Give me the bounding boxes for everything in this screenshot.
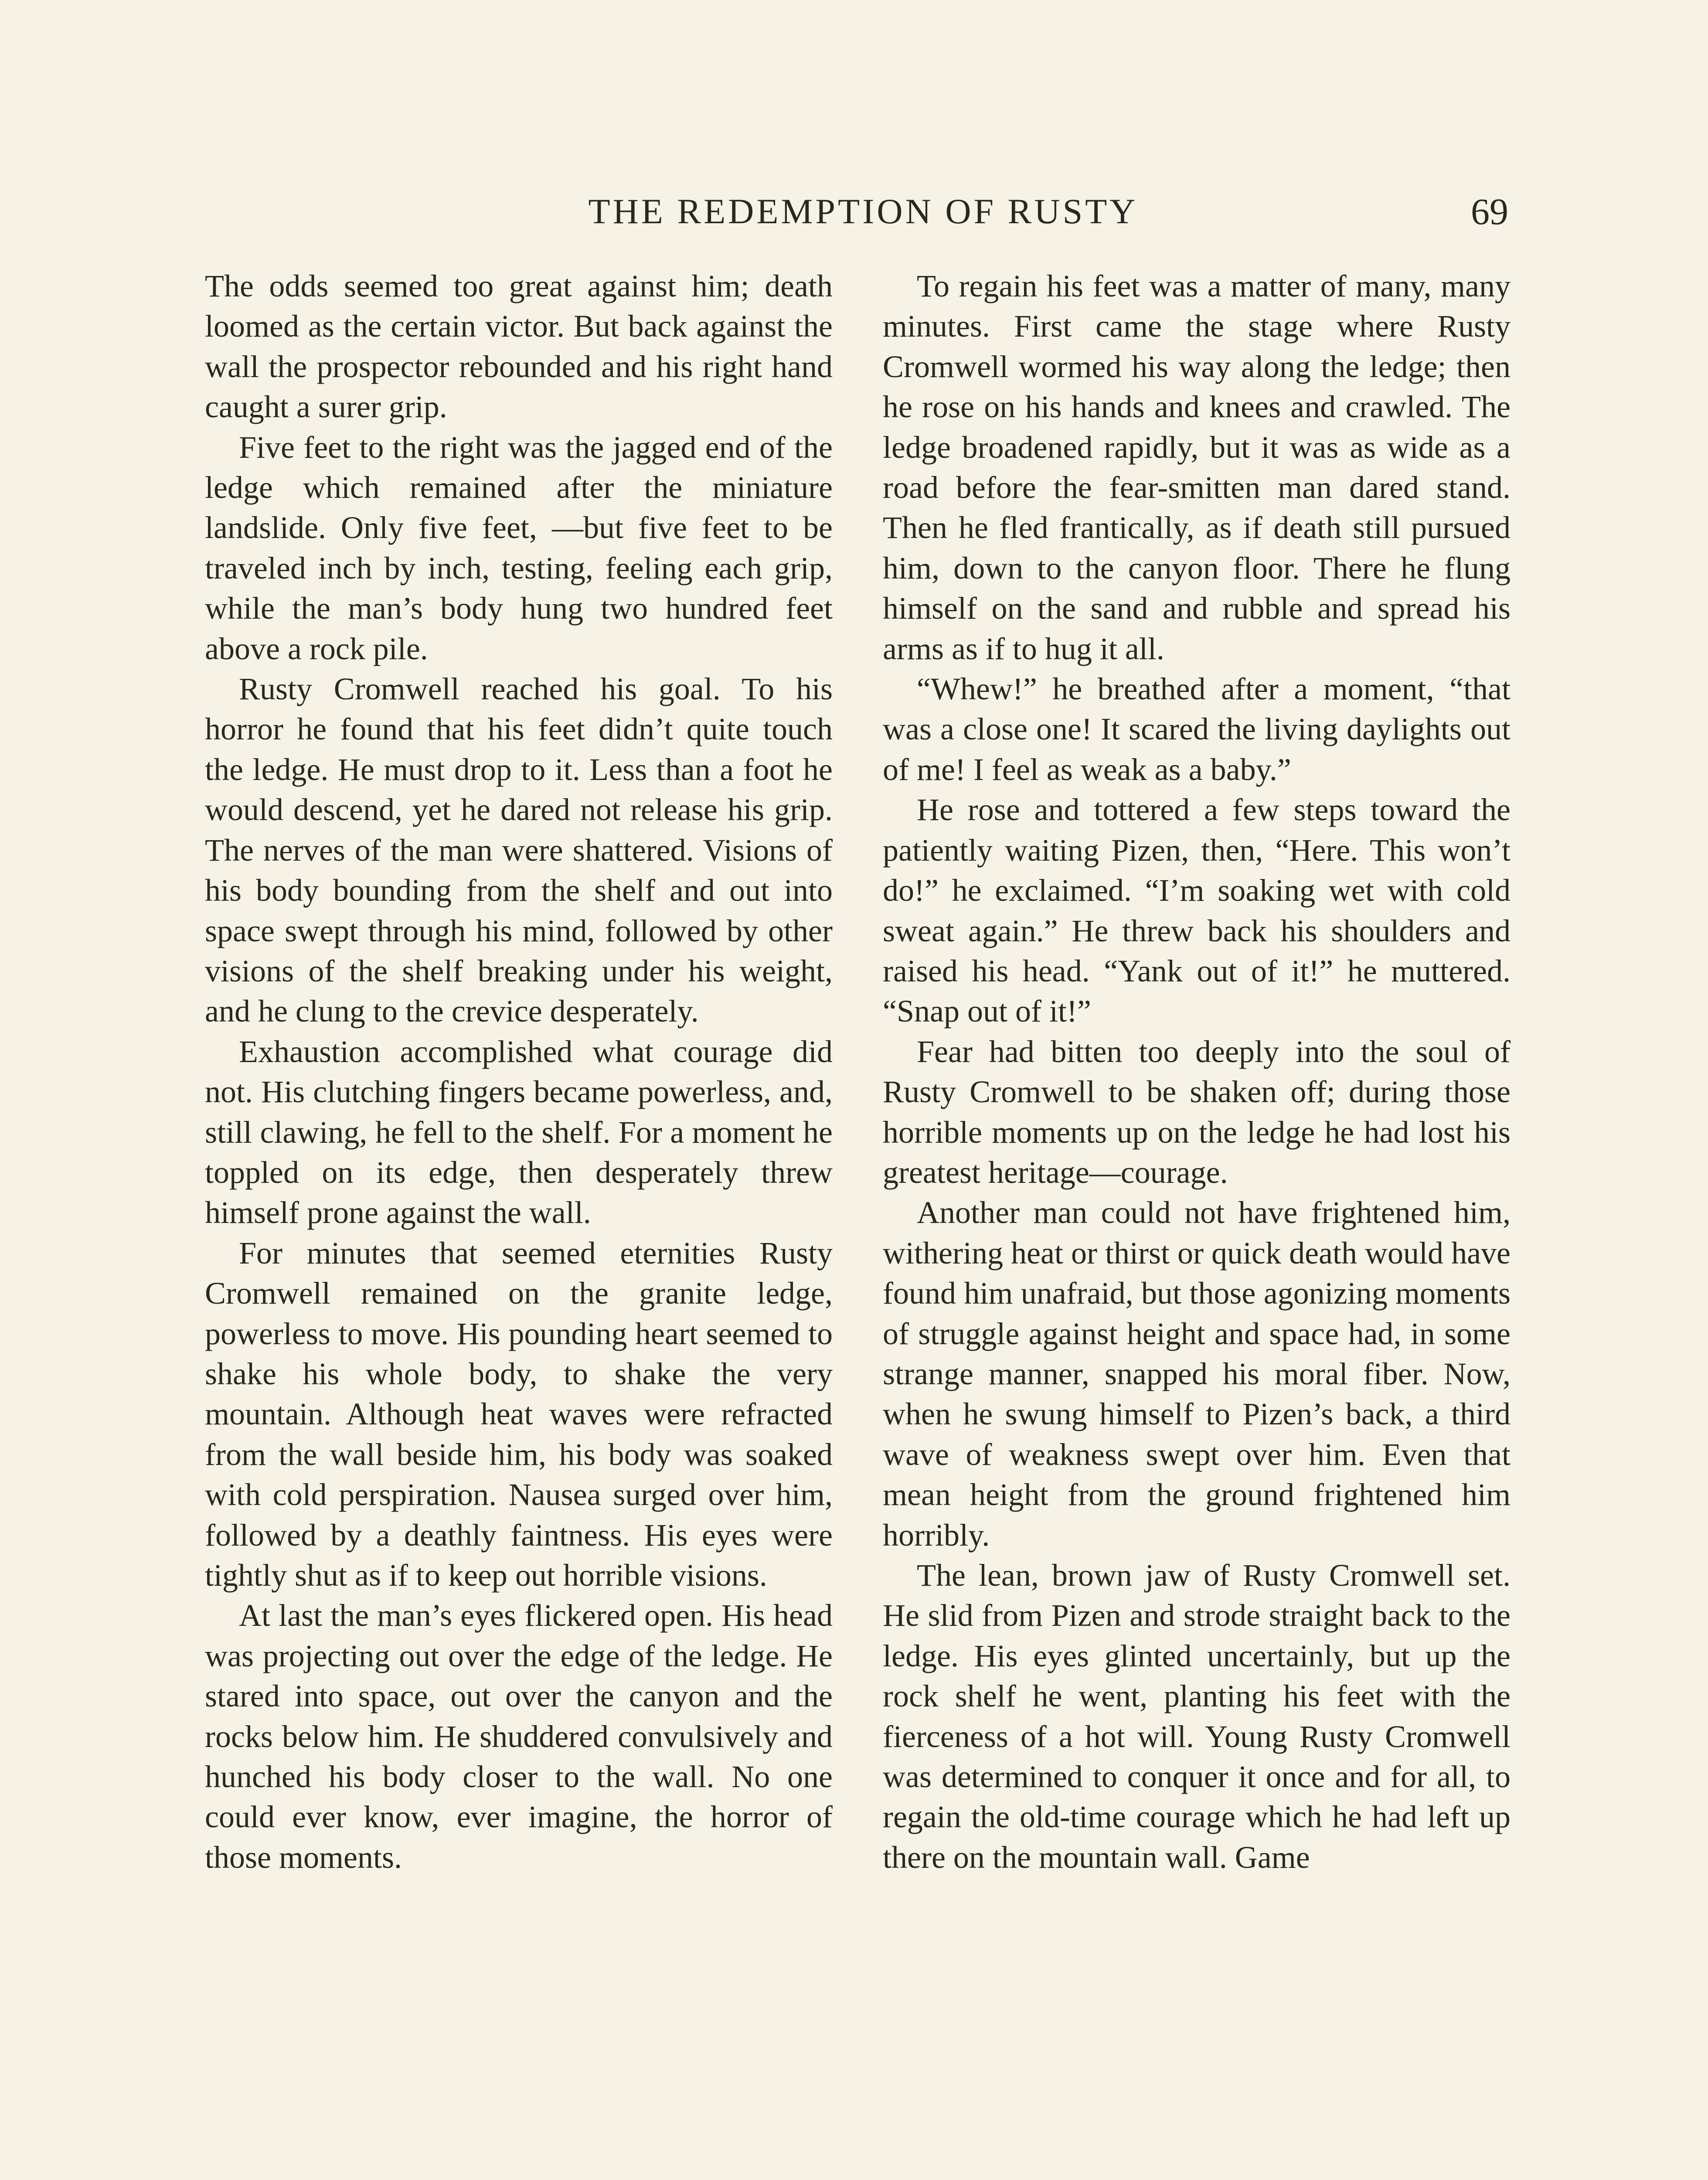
right-column	[883, 266, 1511, 1877]
paragraph: “Whew!” he breathed after a moment, “that was a close one! It scared the living daylights out of me! I feel as weak as a baby.”	[883, 671, 1511, 787]
paragraph: At last the man’s eyes flickered open. His head was projecting out over the edge of the ledge. He stared into space, out over the canyon and the rocks below him. He shuddered convulsively and hunched his body closer to the wall. No one could ever know, ever imagine, the horror of those moments.	[205, 1598, 833, 1875]
paragraph: He rose and tottered a few steps toward the patiently waiting Pizen, then, “Here. This won’t do!” he exclaimed. “I’m soaking wet with cold sweat again.” He threw back his shoulders and raised his head. “Yank out of it!” he muttered. “Snap out of it!”	[883, 792, 1511, 1029]
paragraph: To regain his feet was a matter of many, many minutes. First came the stage where Rusty Cromwell wormed his way along the ledge; then he rose on his hands and knees and crawled. The ledge broadened rapidly, but it was as wide as a road before the fear-smitten man dared stand. Then he fled frantically, as if death still pursued him, down to the canyon floor. There he flung himself on the sand and rubble and spread his arms as if to hug it all.	[883, 269, 1511, 666]
page-header	[201, 187, 1508, 235]
left-column	[205, 266, 833, 1877]
page-number: 69	[1471, 191, 1508, 232]
running-title: THE REDEMPTION OF RUSTY	[588, 191, 1138, 231]
paragraph: Fear had bitten too deeply into the soul of Rusty Cromwell to be shaken off; during those horrible moments up on the ledge he had lost his greatest heritage—courage.	[883, 1034, 1511, 1190]
paragraph: Another man could not have frightened him, withering heat or thirst or quick death would have found him unafraid, but those agonizing moments of struggle against height and space had, in some strange manner, snapped his moral fiber. Now, when he swung himself to Pizen’s back, a third wave of weakness swept over him. Even that mean height from the ground frightened him horribly.	[883, 1195, 1511, 1553]
paragraph: Rusty Cromwell reached his goal. To his horror he found that his feet didn’t quite touch the ledge. He must drop to it. Less than a foot he would descend, yet he dared not release his grip. The nerves of the man were shattered. Visions of his body bounding from the shelf and out into space swept through his mind, followed by other visions of the shelf breaking under his weight, and he clung to the crevice desperately.	[205, 671, 833, 1029]
paragraph: The lean, brown jaw of Rusty Cromwell set. He slid from Pizen and strode straight back to the ledge. His eyes glinted uncertainly, but up the rock shelf he went, planting his feet with the fierceness of a hot will. Young Rusty Cromwell was determined to conquer it once and for all, to regain the old-time courage which he had left up there on the mountain wall. Game	[883, 1558, 1511, 1875]
paragraph: The odds seemed too great against him; death loomed as the certain victor. But back against the wall the prospector rebounded and his right hand caught a surer grip.	[205, 269, 833, 425]
paragraph: Exhaustion accomplished what courage did not. His clutching fingers became powerless, and, still clawing, he fell to the shelf. For a moment he toppled on its edge, then desperately threw himself prone against the wall.	[205, 1034, 833, 1230]
paragraph: For minutes that seemed eternities Rusty Cromwell remained on the granite ledge, powerless to move. His pounding heart seemed to shake his whole body, to shake the very mountain. Although heat waves were refracted from the wall beside him, his body was soaked with cold perspiration. Nausea surged over him, followed by a deathly faintness. His eyes were tightly shut as if to keep out horrible visions.	[205, 1235, 833, 1593]
paragraph: Five feet to the right was the jagged end of the ledge which remained after the miniature landslide. Only five feet, —but five feet to be traveled inch by inch, testing, feeling each grip, while the man’s body hung two hundred feet above a rock pile.	[205, 429, 833, 666]
